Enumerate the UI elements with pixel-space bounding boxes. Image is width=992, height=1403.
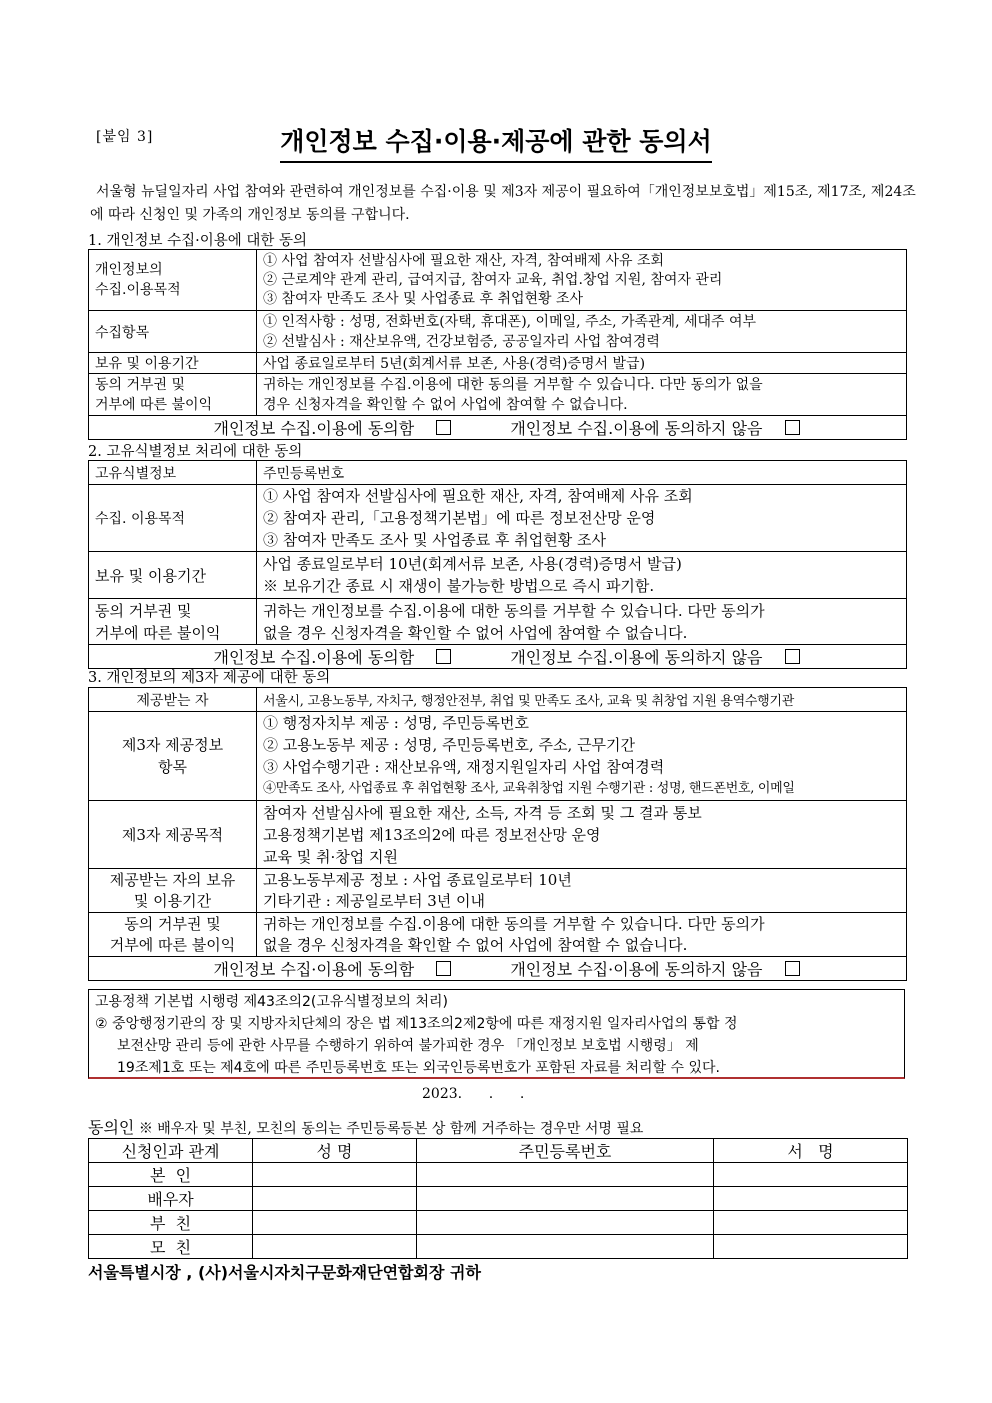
refusal-label-line1: 동의 거부권 및 <box>124 914 221 933</box>
period-value <box>257 869 907 913</box>
period-line: 사업 종료일로부터 10년(회계서류 보존, 사용(경력)증명서 발급) <box>263 555 682 573</box>
refusal-label-line2: 거부에 따른 불이익 <box>95 623 221 642</box>
disagree-option[interactable] <box>492 419 799 438</box>
disagree-checkbox[interactable] <box>785 961 800 976</box>
disagree-label: 개인정보 수집·이용에 동의하지 않음 <box>510 960 763 979</box>
table-row <box>89 599 907 645</box>
table-row <box>89 869 907 913</box>
id-number-field[interactable] <box>417 1163 714 1187</box>
id-number-field[interactable] <box>417 1211 714 1235</box>
agree-option[interactable] <box>195 960 451 979</box>
agree-label: 개인정보 수집·이용에 동의함 <box>213 960 415 979</box>
list-item: ② 참여자 관리,「고용정책기본법」에 따른 정보전산망 운영 <box>263 509 656 527</box>
relation-cell: 부 친 <box>89 1211 253 1235</box>
legal-note-box <box>88 989 905 1079</box>
purpose-value <box>257 250 907 311</box>
period-label-line1: 제공받는 자의 보유 <box>109 870 236 889</box>
items-value <box>257 311 907 353</box>
refusal-line: 귀하는 개인정보를 수집.이용에 대한 동의를 거부할 수 있습니다. 다만 동의가 <box>263 914 765 933</box>
signer-label: 동의인 <box>88 1118 135 1137</box>
legal-note-line: 19조제1호 또는 제4호에 따른 주민등록번호 또는 외국인등록번호가 포함된 자료를 처리할 수 있다. <box>117 1060 720 1076</box>
disagree-checkbox[interactable] <box>785 420 800 435</box>
signature-field[interactable] <box>714 1187 908 1211</box>
table-row <box>89 1163 908 1187</box>
period-label: 보유 및 이용기간 <box>89 353 257 374</box>
table-row <box>89 801 907 869</box>
id-number-field[interactable] <box>417 1235 714 1259</box>
list-item: ② 근로계약 관계 관리, 급여지급, 참여자 교육, 취업.창업 지원, 참여자 관리 <box>263 271 723 288</box>
refusal-label <box>89 374 257 416</box>
items-label <box>89 712 257 801</box>
column-header: 서 명 <box>714 1139 908 1163</box>
period-label <box>89 869 257 913</box>
list-item: ① 사업 참여자 선발심사에 필요한 재산, 자격, 참여배제 사유 조회 <box>263 252 665 269</box>
id-number-field[interactable] <box>417 1187 714 1211</box>
name-field[interactable] <box>253 1211 417 1235</box>
list-item: ③ 참여자 만족도 조사 및 사업종료 후 취업현황 조사 <box>263 531 606 549</box>
list-item: 고용정책기본법 제13조의2에 따른 정보전산망 운영 <box>263 825 601 844</box>
consent-row <box>89 645 907 669</box>
legal-note-line: 보전산망 관리 등에 관한 사무를 수행하기 위하여 불가피한 경우 「개인정보 보호법 시행령」 제 <box>117 1038 699 1054</box>
name-field[interactable] <box>253 1187 417 1211</box>
refusal-label-line1: 동의 거부권 및 <box>95 601 192 620</box>
name-field[interactable] <box>253 1235 417 1259</box>
refusal-label-line2: 거부에 따른 불이익 <box>95 396 213 413</box>
refusal-value <box>257 599 907 645</box>
items-label-line2: 항목 <box>158 758 187 776</box>
refusal-label <box>89 599 257 645</box>
list-item: ① 인적사항 : 성명, 전화번호(자택, 휴대폰), 이메일, 주소, 가족관계, 세대주 여부 <box>263 313 757 330</box>
signature-field[interactable] <box>714 1235 908 1259</box>
section1-table <box>88 249 907 440</box>
table-header-row <box>89 1139 908 1163</box>
list-item: ① 행정자치부 제공 : 성명, 주민등록번호 <box>263 714 530 732</box>
column-header: 주민등록번호 <box>417 1139 714 1163</box>
purpose-label: 수집. 이용목적 <box>89 485 257 552</box>
table-row <box>89 353 907 374</box>
section3-table <box>88 687 907 981</box>
signer-note <box>88 1115 643 1138</box>
name-field[interactable] <box>253 1163 417 1187</box>
refusal-line: 없을 경우 신청자격을 확인할 수 없어 사업에 참여할 수 없습니다. <box>263 623 688 642</box>
list-item: ② 고용노동부 제공 : 성명, 주민등록번호, 주소, 근무기간 <box>263 736 636 754</box>
legal-note-title: 고용정책 기본법 시행령 제43조의2(고유식별정보의 처리) <box>95 994 448 1010</box>
refusal-line: 경우 신청자격을 확인할 수 없어 사업에 참여할 수 없습니다. <box>263 396 628 413</box>
disagree-label: 개인정보 수집.이용에 동의하지 않음 <box>510 648 763 667</box>
signature-table <box>88 1138 908 1259</box>
annex-label: [붙임 3] <box>96 129 154 145</box>
consent-row <box>89 957 907 981</box>
purpose-label: 제3자 제공목적 <box>89 801 257 869</box>
table-row <box>89 311 907 353</box>
refusal-line: 귀하는 개인정보를 수집.이용에 대한 동의를 거부할 수 있습니다. 다만 동의가 <box>263 601 765 620</box>
purpose-label-line2: 수집.이용목적 <box>95 282 181 298</box>
items-label-line1: 제3자 제공정보 <box>121 736 224 754</box>
list-item: ① 사업 참여자 선발심사에 필요한 재산, 자격, 참여배제 사유 조회 <box>263 487 693 505</box>
period-line: 고용노동부제공 정보 : 사업 종료일로부터 10년 <box>263 870 572 889</box>
table-row <box>89 485 907 552</box>
consent-cell <box>89 416 907 440</box>
column-header: 신청인과 관계 <box>89 1139 253 1163</box>
table-row <box>89 712 907 801</box>
refusal-line: 없을 경우 신청자격을 확인할 수 없어 사업에 참여할 수 없습니다. <box>263 935 688 954</box>
section3-heading: 3. 개인정보의 제3자 제공에 대한 동의 <box>88 670 331 686</box>
list-item: ③ 참여자 만족도 조사 및 사업종료 후 취업현황 조사 <box>263 290 584 307</box>
agree-checkbox[interactable] <box>436 961 451 976</box>
items-value <box>257 712 907 801</box>
addressee-footer: 서울특별시장 , (사)서울시자치구문화재단연합회장 귀하 <box>88 1263 481 1282</box>
recipient-value: 서울시, 고용노동부, 자치구, 행정안전부, 취업 및 만족도 조사, 교육 및 취창업 지원 용역수행기관 <box>257 688 907 712</box>
purpose-value <box>257 801 907 869</box>
relation-cell: 본 인 <box>89 1163 253 1187</box>
column-header: 성 명 <box>253 1139 417 1163</box>
refusal-value <box>257 374 907 416</box>
consent-cell <box>89 645 907 669</box>
disagree-checkbox[interactable] <box>785 649 800 664</box>
list-item: 참여자 선발심사에 필요한 재산, 소득, 자격 등 조회 및 그 결과 통보 <box>263 803 702 822</box>
list-item: ④만족도 조사, 사업종료 후 취업현황 조사, 교육취창업 지원 수행기관 : 성명, 핸드폰번호, 이메일 <box>263 781 795 796</box>
agree-checkbox[interactable] <box>436 420 451 435</box>
page-title: 개인정보 수집·이용·제공에 관한 동의서 <box>280 122 712 163</box>
refusal-line: 귀하는 개인정보를 수집.이용에 대한 동의를 거부할 수 있습니다. 다만 동의가 없을 <box>263 376 763 393</box>
id-value: 주민등록번호 <box>257 461 907 485</box>
disagree-label: 개인정보 수집.이용에 동의하지 않음 <box>510 419 763 438</box>
table-row <box>89 1187 908 1211</box>
table-row <box>89 688 907 712</box>
list-item: ② 선발심사 : 재산보유액, 건강보험증, 공공일자리 사업 참여경력 <box>263 333 660 350</box>
refusal-label-line2: 거부에 따른 불이익 <box>109 935 236 954</box>
table-row <box>89 1235 908 1259</box>
table-row <box>89 1211 908 1235</box>
table-row <box>89 913 907 957</box>
table-row <box>89 250 907 311</box>
legal-note-line: ② 중앙행정기관의 장 및 지방자치단체의 장은 법 제13조의2제2항에 따른 재정지원 일자리사업의 통합 정 <box>95 1016 738 1032</box>
agree-option[interactable] <box>195 419 451 438</box>
purpose-label <box>89 250 257 311</box>
consent-row <box>89 416 907 440</box>
section2-table <box>88 460 907 669</box>
date-line: 2023. . . <box>422 1086 525 1102</box>
section2-heading: 2. 고유식별정보 처리에 대한 동의 <box>88 444 303 460</box>
refusal-label-line1: 동의 거부권 및 <box>95 376 186 393</box>
items-label: 수집항목 <box>89 311 257 353</box>
section1-heading: 1. 개인정보 수집·이용에 대한 동의 <box>88 233 307 249</box>
signer-note-text: ※ 배우자 및 부친, 모친의 동의는 주민등록등본 상 함께 거주하는 경우만 서명 필요 <box>138 1121 644 1137</box>
table-row <box>89 552 907 599</box>
purpose-label-line1: 개인정보의 <box>95 262 163 278</box>
recipient-label: 제공받는 자 <box>89 688 257 712</box>
relation-cell: 배우자 <box>89 1187 253 1211</box>
refusal-value <box>257 913 907 957</box>
period-label: 보유 및 이용기간 <box>89 552 257 599</box>
table-row <box>89 374 907 416</box>
list-item: ③ 사업수행기관 : 재산보유액, 재정지원일자리 사업 참여경력 <box>263 758 665 776</box>
signature-field[interactable] <box>714 1163 908 1187</box>
relation-cell: 모 친 <box>89 1235 253 1259</box>
period-line: ※ 보유기간 종료 시 재생이 불가능한 방법으로 즉시 파기함. <box>263 577 655 595</box>
list-item: 교육 및 취·창업 지원 <box>263 847 398 866</box>
refusal-label <box>89 913 257 957</box>
agree-label: 개인정보 수집.이용에 동의함 <box>213 419 415 438</box>
period-value: 사업 종료일로부터 5년(회계서류 보존, 사용(경력)증명서 발급) <box>257 353 907 374</box>
period-label-line2: 및 이용기간 <box>133 891 212 910</box>
purpose-value <box>257 485 907 552</box>
id-label: 고유식별정보 <box>89 461 257 485</box>
agree-option[interactable] <box>195 648 451 667</box>
intro-paragraph: 서울형 뉴딜일자리 사업 참여와 관련하여 개인정보를 수집·이용 및 제3자 제공이 필요하여「개인정보보호법」제15조, 제17조, 제24조에 따라 신청인 및 가족의 개인정보 동의를 구합니다. <box>90 184 916 223</box>
disagree-option[interactable] <box>492 648 799 667</box>
agree-label: 개인정보 수집.이용에 동의함 <box>213 648 415 667</box>
period-value <box>257 552 907 599</box>
table-row <box>89 461 907 485</box>
consent-cell <box>89 957 907 981</box>
signature-field[interactable] <box>714 1211 908 1235</box>
period-line: 기타기관 : 제공일로부터 3년 이내 <box>263 891 486 910</box>
disagree-option[interactable] <box>492 960 799 979</box>
agree-checkbox[interactable] <box>436 649 451 664</box>
